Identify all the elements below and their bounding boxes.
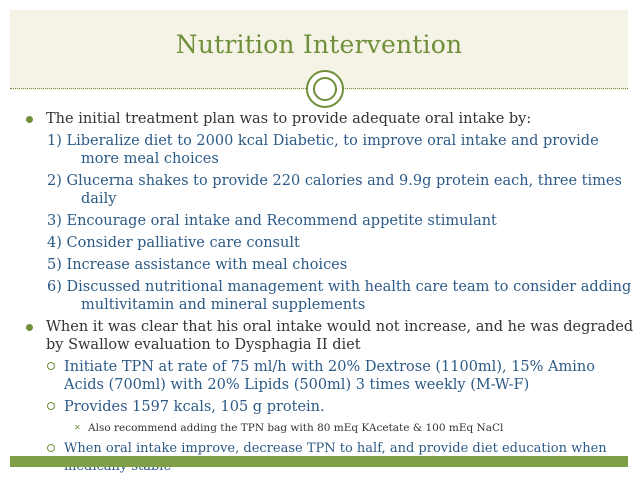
intro-text: The initial treatment plan was to provide adequate oral intake by:: [46, 111, 532, 127]
plan-item-3: 3) Encourage oral intake and Recommend appetite stimulant: [47, 213, 497, 229]
ring-bullet-icon: [47, 444, 55, 452]
sub-bullet-provides: [26, 398, 626, 416]
sub-bullet-tpn: [26, 358, 626, 376]
second-point-text: When it was clear that his oral intake would not increase, and he was degraded: [46, 319, 634, 335]
plan-item-4: 4) Consider palliative care consult: [47, 235, 300, 251]
plan-item-1-cont: more meal choices: [81, 151, 219, 167]
slide-title: Nutrition Intervention: [175, 30, 463, 59]
recommend-text: Also recommend adding the TPN bag with 80 mEq KAcetate & 100 mEq NaCl: [88, 422, 504, 434]
content-body: [26, 110, 634, 476]
tpn-text: Initiate TPN at rate of 75 ml/h with 20% Dextrose (1100ml), 15% Amino: [64, 359, 595, 375]
plan-item-1: 1) Liberalize diet to 2000 kcal Diabetic, to improve oral intake and provide: [47, 133, 599, 149]
second-point-cont: by Swallow evaluation to Dysphagia II diet: [46, 337, 361, 353]
sub-sub-bullet-recommend: [26, 420, 626, 436]
plan-item-6-cont: multivitamin and mineral supplements: [81, 297, 366, 313]
provides-text: Provides 1597 kcals, 105 g protein.: [64, 399, 325, 415]
x-bullet-icon: ✕: [74, 423, 81, 432]
tpn-cont: Acids (700ml) with 20% Lipids (500ml) 3 times weekly (M-W-F): [64, 377, 530, 393]
ring-bullet-icon: [47, 362, 55, 370]
plan-item-5: 5) Increase assistance with meal choices: [47, 257, 348, 273]
plan-item-6: 6) Discussed nutritional management with health care team to consider adding: [47, 279, 632, 295]
decorative-inner-circle-icon: [313, 77, 337, 101]
round-bullet-icon: [26, 116, 33, 123]
plan-item-2-cont: daily: [81, 191, 117, 207]
plan-item-2: 2) Glucerna shakes to provide 220 calories and 9.9g protein each, three times: [47, 173, 622, 189]
bullet-intro: [26, 110, 626, 128]
decorative-circle-icon: [306, 70, 344, 108]
bottom-bar: [10, 456, 628, 467]
round-bullet-icon: [26, 324, 33, 331]
ring-bullet-icon: [47, 402, 55, 410]
decrease-text: When oral intake improve, decrease TPN to half, and provide diet education when: [64, 441, 607, 456]
bullet-second-point: [26, 318, 634, 336]
